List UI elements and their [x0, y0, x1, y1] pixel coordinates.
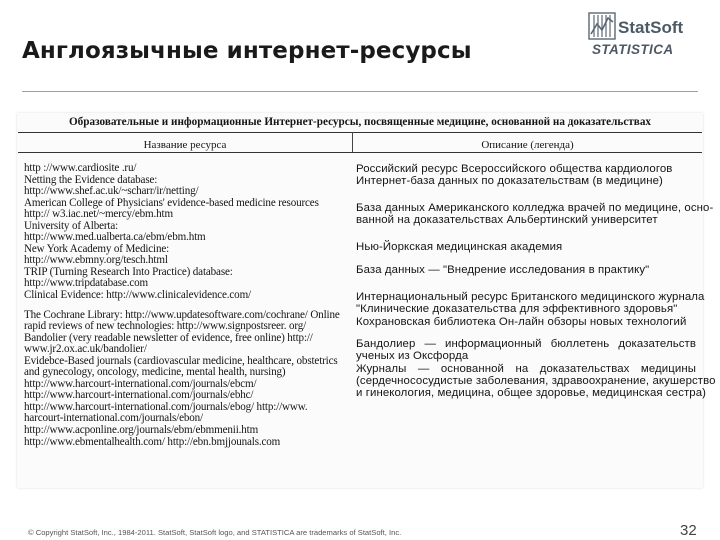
resource-description-line: Российский ресурс Всероссийского общества кардиологов	[356, 163, 673, 175]
resource-description-line: Нью-Йоркская медицинская академия	[356, 241, 563, 253]
resource-description-line: (сердечнососудистые заболевания, здравоохранение, акушерство	[356, 374, 716, 387]
resource-name-line: www.jr2.ox.ac.uk/bandolier/	[24, 343, 147, 356]
resource-name-line: http://www.med.ualberta.ca/ebm/ebm.htm	[24, 231, 206, 244]
resource-name-line: http://www.ebmentalhealth.com/ http://ebn.bmjjounals.com	[24, 435, 281, 448]
resource-description-line: Бандолиер — информационный бюллетень доказательств	[356, 338, 696, 350]
resource-description-line: Интернет-база данных по доказательствам (в медицине)	[356, 175, 663, 188]
logo-subtitle: STATISTICA	[592, 42, 674, 57]
resource-description-line: и гинекология, медицина, общее здоровье, медицинская сестра)	[356, 387, 707, 400]
resource-name-line: New York Academy of Medicine:	[24, 242, 170, 255]
resource-name-line: University of Alberta:	[24, 219, 119, 232]
resource-description-line: ванной на доказательствах Альбертинский университет	[356, 214, 658, 227]
resource-name-line: American College of Physicians' evidence-based medicine resources	[24, 196, 319, 209]
resource-description-line: База данных Американского колледжа врачей по медицине, осно-	[356, 202, 714, 214]
resource-name-line: http://www.ebmny.org/tesch.html	[24, 254, 168, 267]
resource-name-line: The Cochrane Library: http://www.updatesoftware.com/cochrane/ Online	[24, 308, 340, 321]
resource-description-block	[356, 291, 705, 328]
resource-name-line: Netting the Evidence database:	[24, 173, 158, 186]
resource-name-line: http://www.acponline.org/journals/ebm/ebmmenii.htm	[24, 424, 259, 437]
page-number: 32	[680, 522, 697, 539]
table-caption: Образовательные и информационные Интернет-ресурсы, посвященные медицине, основанной на доказательствах	[68, 116, 652, 128]
resource-name-line: Bandolier (very readable newsletter of evidence, free online) http://	[24, 331, 313, 344]
resource-description-block	[356, 264, 696, 276]
resource-name-line: http://www.harcourt-international.com/journals/ebhc/	[24, 389, 254, 402]
resource-name-line: and gynecology, oncology, medicine, mental health, nursing)	[24, 366, 286, 379]
column-header-name: Название ресурса	[143, 139, 227, 151]
resource-description-line: ученых из Оксфорда	[356, 350, 469, 363]
resource-name-line: http://www.harcourt-international.com/journals/ebog/ http://www.	[24, 400, 308, 413]
slide-title: Англоязычные интернет-ресурсы	[22, 38, 472, 64]
resource-name-line: Evidebce-Based journals (cardiovascular medicine, healthcare, obstetrics	[24, 354, 338, 367]
resource-names-group-1	[24, 163, 350, 302]
resource-description-block	[356, 338, 716, 400]
resources-table-figure	[17, 113, 716, 488]
resource-description-block	[356, 202, 714, 227]
resource-name-line: TRIP (Turning Research Into Practice) database:	[24, 265, 233, 278]
resource-name-line: http://www.tripdatabase.com	[24, 277, 149, 290]
resource-description-line: Кохрановская библиотека Он-лайн обзоры новых технологий	[356, 315, 687, 328]
resources-table	[18, 113, 716, 488]
resource-description-block	[356, 241, 696, 253]
resource-names-column	[24, 163, 350, 448]
resource-name-line: harcourt-international.com/journals/ebon/	[24, 412, 203, 425]
statsoft-logo	[588, 12, 700, 62]
resource-name-line: http ://www.cardiosite .ru/	[24, 162, 137, 174]
table-top-rule	[18, 132, 702, 133]
resource-name-line: http://www.shef.ac.uk/~scharr/ir/netting/	[24, 185, 199, 198]
statsoft-logo-mark-icon	[588, 12, 616, 40]
column-header-description: Описание (легенда)	[481, 139, 574, 151]
resource-description-line: База данных — "Внедрение исследования в практику"	[356, 264, 650, 276]
resource-name-line: http://www.harcourt-international.com/journals/ebcm/	[24, 377, 257, 390]
resource-description-line: "Клинические доказательства для эффективного здоровья"	[356, 303, 678, 316]
resource-description-block	[356, 163, 696, 188]
logo-wordmark: StatSoft	[618, 18, 684, 37]
table-header-rule	[18, 152, 702, 153]
resource-name-line: http:// w3.iac.net/~mercy/ebm.htm	[24, 208, 173, 221]
resource-name-line: Clinical Evidence: http://www.clinicalevidence.com/	[24, 289, 251, 302]
resource-name-line: rapid reviews of new technologies: http://www.signpostsreer. org/	[24, 320, 307, 333]
resource-names-group-2	[24, 310, 350, 449]
copyright-footer: © Copyright StatSoft, Inc., 1984-2011. StatSoft, StatSoft logo, and STATISTICA are trademarks of StatSoft, Inc.	[28, 528, 402, 537]
resource-description-line: Журналы — основанной на доказательствах медицины	[356, 362, 696, 375]
resource-description-line: Интернациональный ресурс Британского медицинского журнала	[356, 291, 705, 303]
title-divider	[22, 91, 698, 92]
